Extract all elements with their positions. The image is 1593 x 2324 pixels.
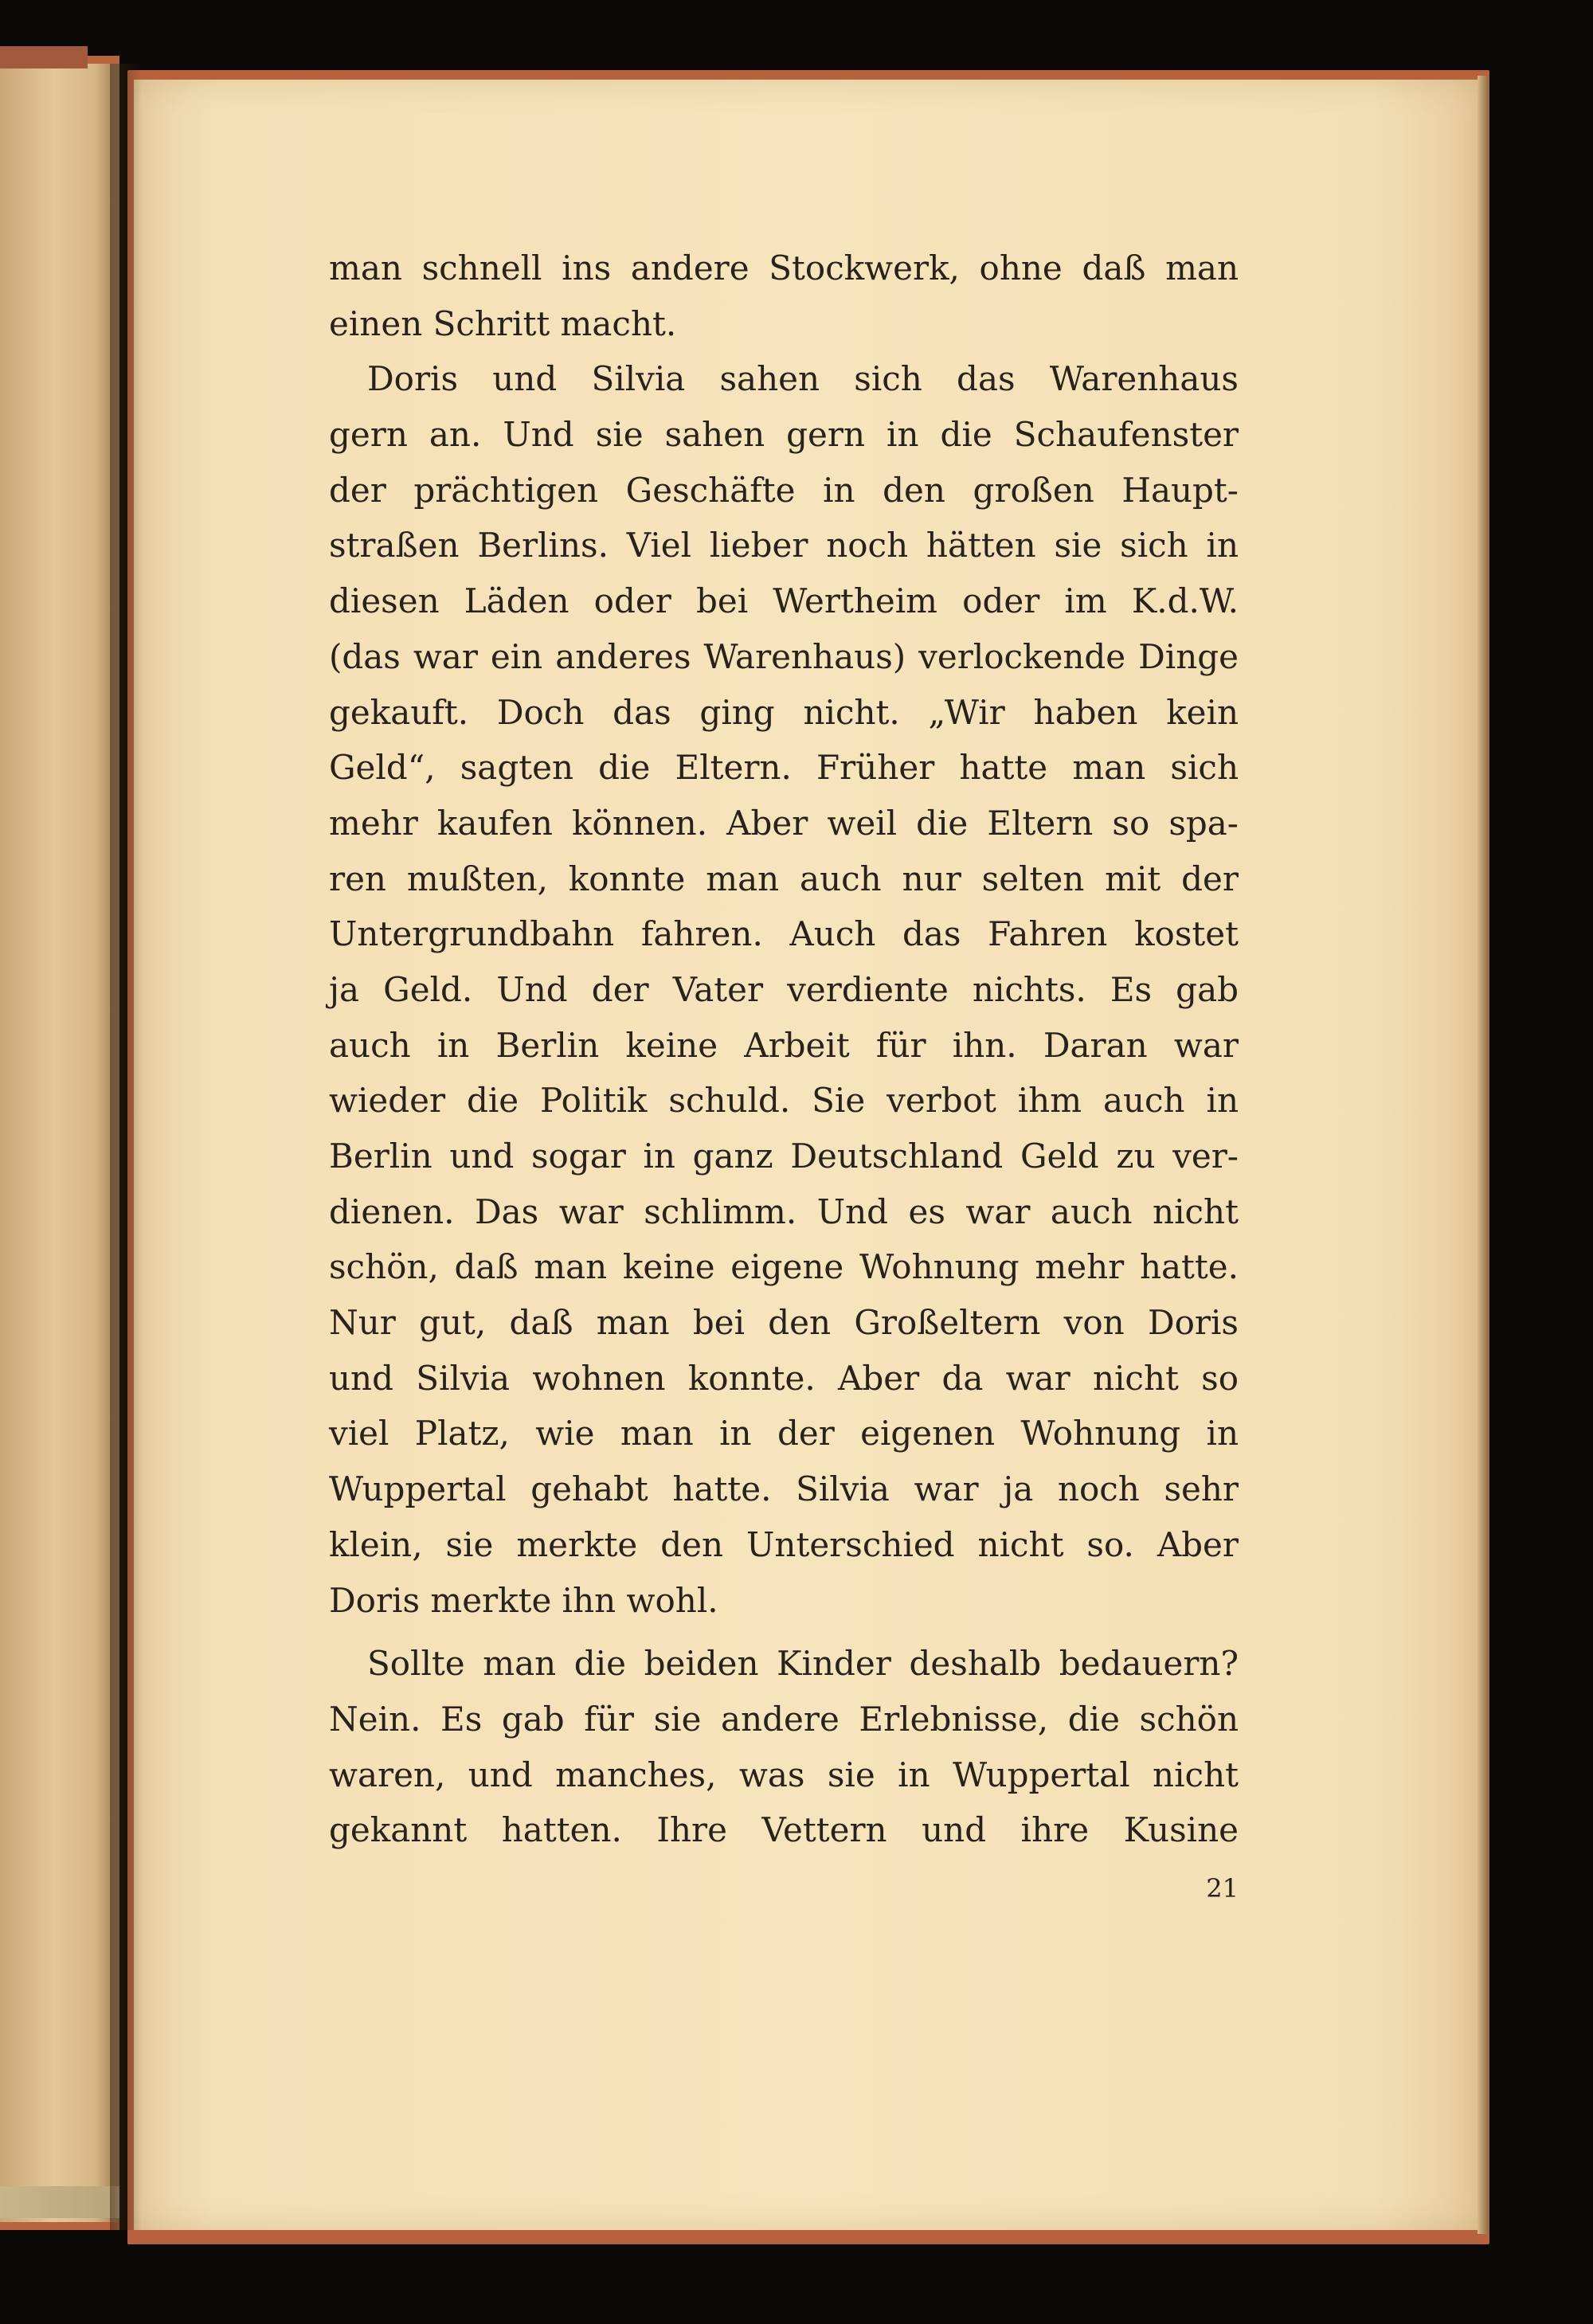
text-line: man schnell ins andere Stockwerk, ohne daß man	[329, 248, 1239, 288]
text-line: Nur gut, daß man bei den Großeltern von Doris	[329, 1303, 1239, 1343]
binding-tape	[0, 2186, 119, 2218]
gutter-shadow	[110, 64, 142, 2230]
facing-page-edge	[0, 56, 119, 2230]
text-line: Nein. Es gab für sie andere Erlebnisse, die schön	[329, 1699, 1239, 1739]
text-line: Doris merkte ihn wohl.	[329, 1580, 718, 1620]
text-line: einen Schritt macht.	[329, 303, 677, 343]
text-line: ren mußten, konnte man auch nur selten mit der	[329, 859, 1239, 898]
text-line: und Silvia wohnen konnte. Aber da war nicht so	[329, 1358, 1239, 1398]
text-line: Doris und Silvia sahen sich das Warenhaus	[367, 359, 1239, 399]
text-line: waren, und manches, was sie in Wuppertal nicht	[329, 1755, 1239, 1794]
text-line: Wuppertal gehabt hatte. Silvia war ja noch sehr	[329, 1469, 1239, 1509]
text-line: klein, sie merkte den Unterschied nicht so. Aber	[329, 1524, 1239, 1564]
text-line: Sollte man die beiden Kinder deshalb bedauern?	[367, 1644, 1239, 1684]
text-line: der prächtigen Geschäfte in den großen Haupt-	[329, 470, 1239, 510]
text-line: Untergrundbahn fahren. Auch das Fahren kostet	[329, 914, 1239, 954]
text-line: wieder die Politik schuld. Sie verbot ihm auch in	[329, 1081, 1239, 1121]
page-edge-shadow	[1478, 76, 1489, 2234]
text-line: ja Geld. Und der Vater verdiente nichts. Es gab	[329, 969, 1239, 1009]
text-line: gekannt hatten. Ihre Vettern und ihre Kusine	[329, 1810, 1239, 1850]
body-text	[329, 241, 1239, 1858]
text-line: dienen. Das war schlimm. Und es war auch nicht	[329, 1191, 1239, 1231]
text-line: mehr kaufen können. Aber weil die Eltern so spa-	[329, 803, 1239, 843]
text-line: Geld“, sagten die Eltern. Früher hatte man sich	[329, 748, 1239, 788]
text-line: diesen Läden oder bei Wertheim oder im K.d.W.	[329, 581, 1239, 621]
text-line: (das war ein anderes Warenhaus) verlockende Dinge	[329, 636, 1239, 676]
text-line: Berlin und sogar in ganz Deutschland Geld zu ver-	[329, 1137, 1239, 1176]
page-number: 21	[1206, 1873, 1239, 1903]
binding-cloth	[0, 46, 88, 68]
text-line: gern an. Und sie sahen gern in die Schaufenster	[329, 415, 1239, 455]
text-line: straßen Berlins. Viel lieber noch hätten sie sich in	[329, 526, 1239, 565]
text-line: schön, daß man keine eigene Wohnung mehr hatte.	[329, 1247, 1239, 1287]
text-line: auch in Berlin keine Arbeit für ihn. Daran war	[329, 1025, 1239, 1065]
text-line: gekauft. Doch das ging nicht. „Wir haben kein	[329, 692, 1239, 732]
text-line: viel Platz, wie man in der eigenen Wohnung in	[329, 1414, 1239, 1453]
